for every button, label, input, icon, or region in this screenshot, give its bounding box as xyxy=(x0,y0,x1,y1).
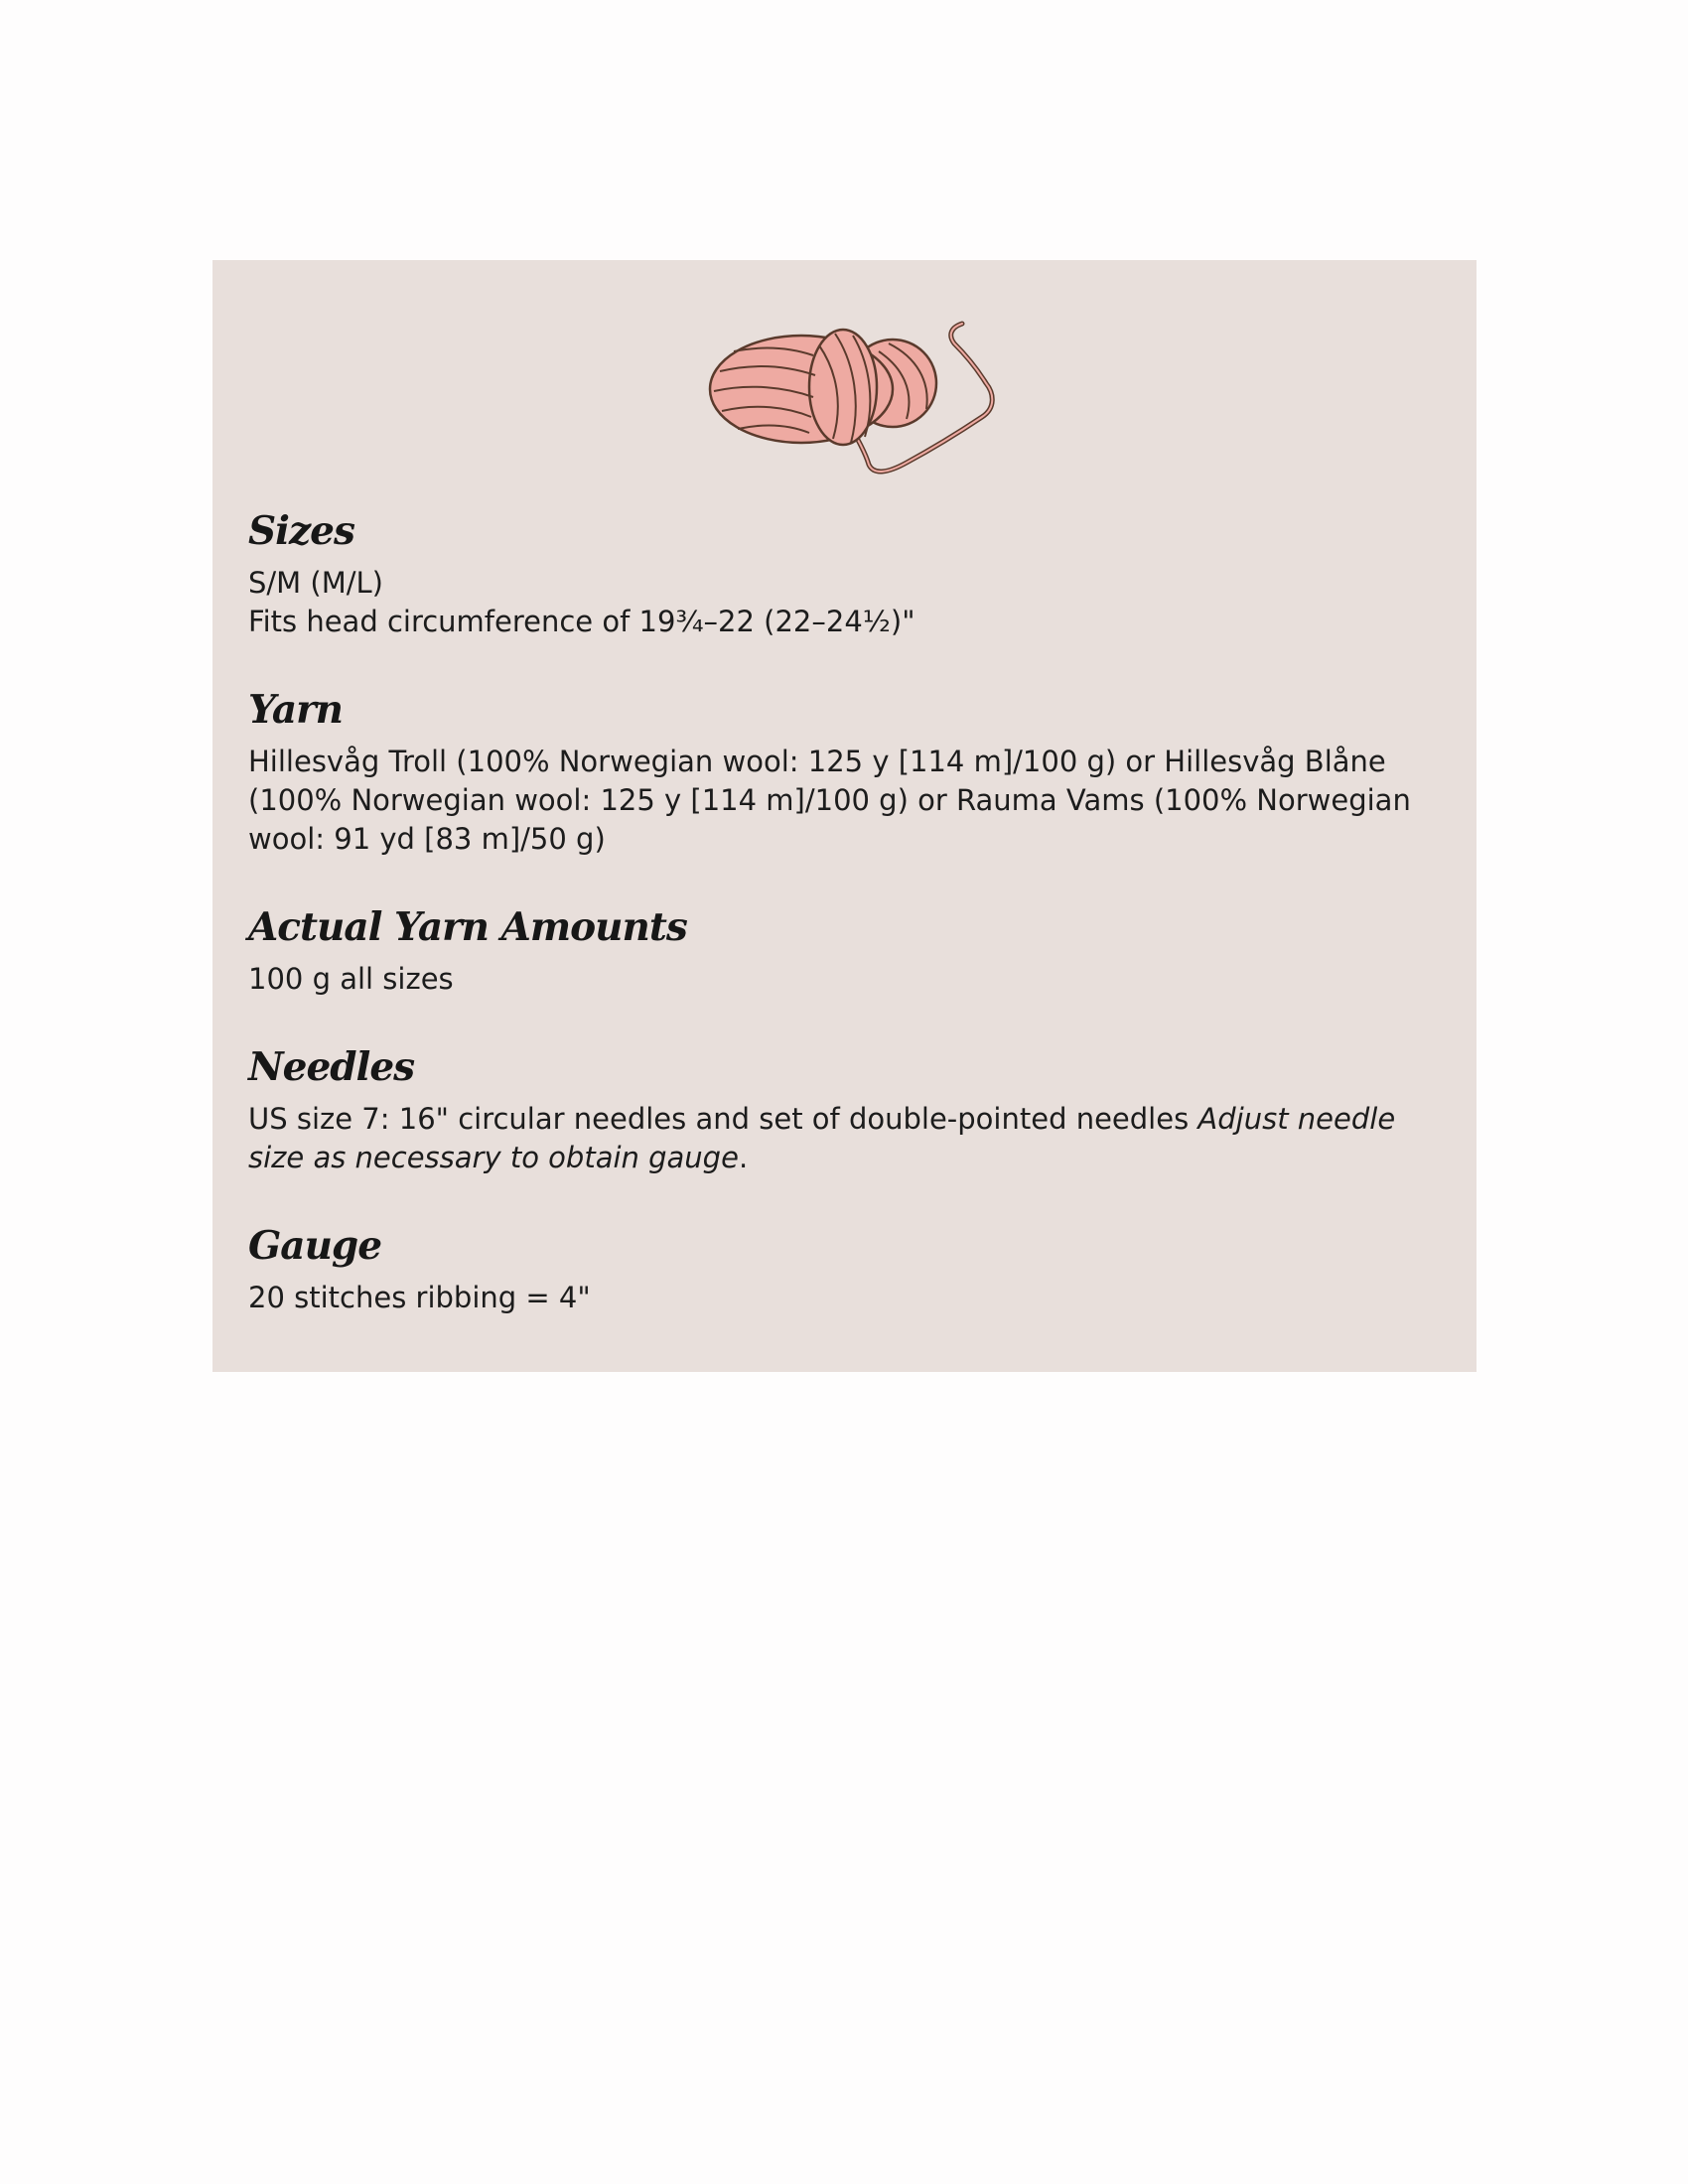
yarn-amounts-heading: Actual Yarn Amounts xyxy=(248,904,687,950)
materials-card xyxy=(212,260,1477,1372)
yarn-skein-icon xyxy=(694,306,1002,475)
needles-note-end: . xyxy=(738,1141,749,1174)
gauge-section xyxy=(248,1223,1440,1317)
yarn-amounts-section xyxy=(248,904,1440,999)
sizes-line-1: S/M (M/L) xyxy=(248,566,383,600)
needles-text xyxy=(248,1100,1440,1177)
sizes-line-2: Fits head circumference of 19¾–22 (22–24½)" xyxy=(248,605,915,638)
yarn-section xyxy=(248,687,1440,859)
yarn-heading: Yarn xyxy=(248,687,343,733)
needles-section xyxy=(248,1044,1440,1177)
gauge-text: 20 stitches ribbing = 4" xyxy=(248,1281,591,1314)
needles-gauge-note: Adjust needle size as necessary to obtain gauge xyxy=(248,1102,1396,1174)
gauge-heading: Gauge xyxy=(248,1223,382,1269)
needles-heading: Needles xyxy=(248,1044,415,1090)
sizes-section xyxy=(248,508,1440,641)
yarn-text: Hillesvåg Troll (100% Norwegian wool: 125 y [114 m]/100 g) or Hillesvåg Blåne (100% Norwegian wool: 125 y [114 m]/100 g) or Rauma Vams (100% Norwegian wool: 91 yd [83 m]/50 g) xyxy=(248,745,1411,856)
needles-main-text: US size 7: 16" circular needles and set of double-pointed needles xyxy=(248,1102,1190,1136)
sizes-text xyxy=(248,564,1440,641)
sizes-heading: Sizes xyxy=(248,508,354,554)
materials-sections xyxy=(248,508,1440,1363)
yarn-amounts-text: 100 g all sizes xyxy=(248,962,454,996)
